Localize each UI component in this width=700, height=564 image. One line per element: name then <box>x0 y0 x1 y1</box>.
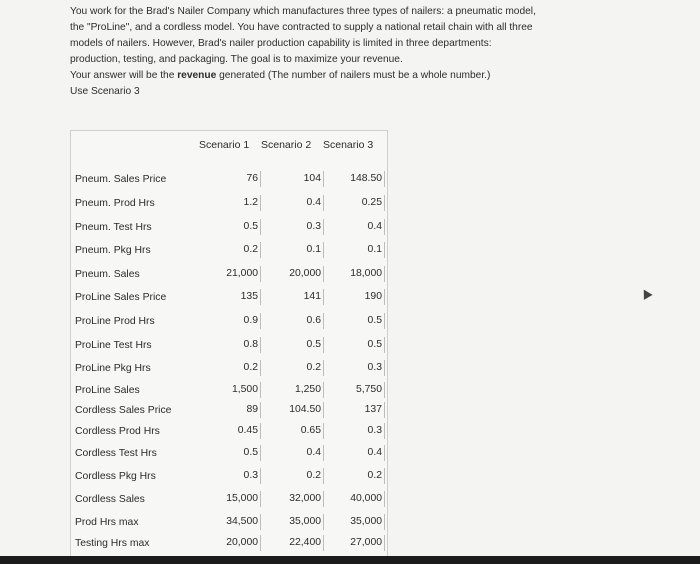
cell-scenario-1: 21,000 <box>201 266 261 282</box>
table-row <box>71 445 387 463</box>
cell-scenario-2: 0.3 <box>261 219 324 235</box>
header-scenario-3: Scenario 3 <box>323 139 374 151</box>
cell-scenario-3: 0.3 <box>324 360 385 376</box>
table-row <box>71 468 387 486</box>
cell-scenario-3: 190 <box>324 289 385 305</box>
table-row <box>71 491 387 509</box>
cell-scenario-1: 0.5 <box>201 445 261 461</box>
cell-scenario-2: 0.2 <box>261 468 324 484</box>
table-row <box>71 289 387 307</box>
row-label: ProLine Pkg Hrs <box>75 363 151 374</box>
cell-scenario-2: 22,400 <box>261 535 324 551</box>
table-row <box>71 219 387 237</box>
cell-scenario-1: 0.3 <box>201 468 261 484</box>
cell-scenario-1: 15,000 <box>201 491 261 507</box>
cell-scenario-2: 0.5 <box>261 337 324 353</box>
cell-scenario-2: 0.65 <box>261 423 324 439</box>
bottom-edge <box>0 556 700 564</box>
row-label: ProLine Sales Price <box>75 292 167 303</box>
cell-scenario-3: 0.4 <box>324 219 385 235</box>
cell-scenario-3: 0.3 <box>324 423 385 439</box>
table-row <box>71 402 387 420</box>
cell-scenario-3: 18,000 <box>324 266 385 282</box>
row-label: Pneum. Pkg Hrs <box>75 245 151 256</box>
table-row <box>71 514 387 532</box>
header-scenario-2: Scenario 2 <box>261 139 312 151</box>
cell-scenario-2: 0.6 <box>261 313 324 329</box>
cell-scenario-1: 135 <box>201 289 261 305</box>
problem-statement <box>70 4 540 100</box>
cell-scenario-3: 27,000 <box>324 535 385 551</box>
table-row <box>71 535 387 553</box>
row-label: Cordless Sales <box>75 494 145 505</box>
cell-scenario-2: 0.2 <box>261 360 324 376</box>
answer-instruction <box>70 68 540 84</box>
cell-scenario-1: 1,500 <box>201 382 261 398</box>
cell-scenario-2: 35,000 <box>261 514 324 530</box>
cell-scenario-3: 148.50 <box>324 171 385 187</box>
cell-scenario-1: 89 <box>201 402 261 418</box>
cell-scenario-1: 0.2 <box>201 360 261 376</box>
row-label: Testing Hrs max <box>75 538 150 549</box>
table-row <box>71 242 387 260</box>
header-scenario-1: Scenario 1 <box>199 139 250 151</box>
row-label: Cordless Prod Hrs <box>75 426 160 437</box>
cell-scenario-3: 0.25 <box>324 195 385 211</box>
cell-scenario-3: 0.4 <box>324 445 385 461</box>
answer-suffix: generated (The number of nailers must be a whole number.) <box>216 70 491 81</box>
answer-prefix: Your answer will be the <box>70 70 178 81</box>
row-label: Pneum. Sales Price <box>75 174 167 185</box>
mouse-cursor-icon <box>639 287 652 300</box>
cell-scenario-3: 5,750 <box>324 382 385 398</box>
cell-scenario-1: 0.9 <box>201 313 261 329</box>
scenario-table <box>70 130 388 557</box>
cell-scenario-2: 104 <box>261 171 324 187</box>
row-label: Prod Hrs max <box>75 517 139 528</box>
cell-scenario-2: 20,000 <box>261 266 324 282</box>
cell-scenario-1: 20,000 <box>201 535 261 551</box>
cell-scenario-2: 1,250 <box>261 382 324 398</box>
row-label: Cordless Test Hrs <box>75 448 157 459</box>
problem-paragraph: You work for the Brad's Nailer Company which manufactures three types of nailers: a pneumatic model, the "ProLine", and a cordless model. You have contracted to supply a national retail chain with all three models of nailers. However, Brad's nailer production capability is limited in three departments: production, testing, and packaging. The goal is to maximize your revenue. <box>70 6 536 65</box>
cell-scenario-3: 0.5 <box>324 313 385 329</box>
cell-scenario-1: 0.2 <box>201 242 261 258</box>
table-row <box>71 382 387 400</box>
row-label: Cordless Pkg Hrs <box>75 471 156 482</box>
cell-scenario-1: 34,500 <box>201 514 261 530</box>
cell-scenario-2: 141 <box>261 289 324 305</box>
row-label: ProLine Prod Hrs <box>75 316 155 327</box>
cell-scenario-2: 0.1 <box>261 242 324 258</box>
row-label: Pneum. Prod Hrs <box>75 198 155 209</box>
answer-bold: revenue <box>177 70 217 81</box>
cell-scenario-3: 0.2 <box>324 468 385 484</box>
cell-scenario-2: 0.4 <box>261 445 324 461</box>
cell-scenario-1: 0.45 <box>201 423 261 439</box>
cell-scenario-2: 104.50 <box>261 402 324 418</box>
cell-scenario-1: 76 <box>201 171 261 187</box>
cell-scenario-1: 1.2 <box>201 195 261 211</box>
table-row <box>71 360 387 378</box>
cell-scenario-3: 35,000 <box>324 514 385 530</box>
table-row <box>71 337 387 355</box>
cell-scenario-3: 40,000 <box>324 491 385 507</box>
cell-scenario-2: 32,000 <box>261 491 324 507</box>
cell-scenario-3: 0.5 <box>324 337 385 353</box>
row-label: Pneum. Test Hrs <box>75 222 152 233</box>
table-row <box>71 423 387 441</box>
table-row <box>71 171 387 189</box>
cell-scenario-3: 0.1 <box>324 242 385 258</box>
row-label: Cordless Sales Price <box>75 405 172 416</box>
row-label: ProLine Test Hrs <box>75 340 152 351</box>
table-row <box>71 313 387 331</box>
table-row <box>71 195 387 213</box>
cell-scenario-1: 0.5 <box>201 219 261 235</box>
row-label: Pneum. Sales <box>75 269 140 280</box>
cell-scenario-2: 0.4 <box>261 195 324 211</box>
row-label: ProLine Sales <box>75 385 140 396</box>
table-row <box>71 266 387 284</box>
cell-scenario-1: 0.8 <box>201 337 261 353</box>
cell-scenario-3: 137 <box>324 402 385 418</box>
scenario-instruction: Use Scenario 3 <box>70 86 140 97</box>
